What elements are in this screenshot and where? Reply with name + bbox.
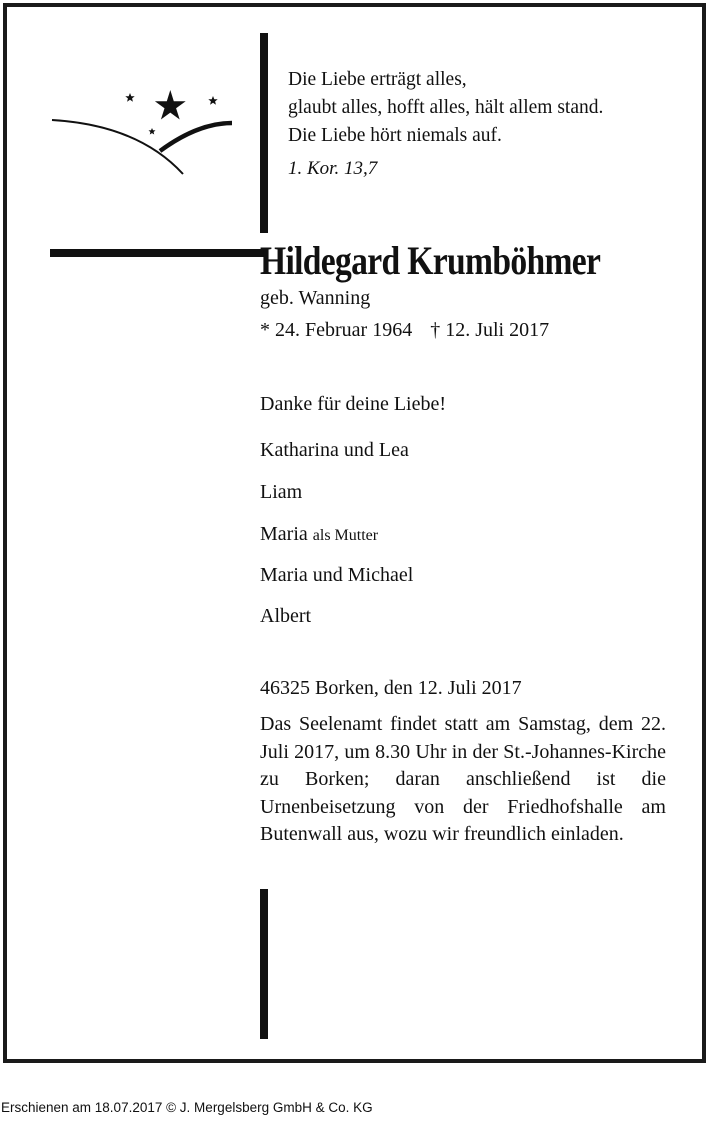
divider-bottom-vertical: [260, 889, 268, 1039]
mourner-name: Katharina und Lea: [260, 439, 409, 461]
mourner-name: Albert: [260, 605, 312, 627]
mourner-entry: [260, 481, 302, 504]
birth-date: * 24. Februar 1964: [260, 319, 413, 341]
small-star-bottom: [149, 128, 156, 135]
verse-line: Die Liebe erträgt alles,: [288, 69, 467, 90]
mourner-entry: [260, 523, 378, 546]
mourner-entry: [260, 605, 311, 628]
bible-verse: [288, 66, 603, 150]
life-dates: [260, 319, 549, 342]
mourner-note: als Mutter: [312, 527, 379, 544]
small-star-left: [125, 93, 134, 102]
place-date: 46325 Borken, den 12. Juli 2017: [260, 677, 522, 699]
birth-name: geb. Wanning: [260, 287, 371, 309]
mourner-entry: [260, 564, 413, 587]
hill-arc-right: [160, 123, 232, 151]
mourner-entry: [260, 439, 409, 462]
stars-hill-icon: [48, 85, 238, 180]
verse-reference: 1. Kor. 13,7: [288, 158, 378, 179]
service-announcement: Das Seelenamt findet statt am Samstag, dem 22. Juli 2017, um 8.30 Uhr in der St.-Johannes-Kirche zu Borken; daran anschließend ist die Urnenbeisetzung von der Friedhofshalle am Butenwall aus, wozu wir freundlich einladen.: [260, 713, 666, 845]
divider-top-vertical: [260, 33, 268, 233]
thanks-line: Danke für deine Liebe!: [260, 393, 447, 415]
mourner-name: Maria: [260, 523, 308, 545]
death-date: † 12. Juli 2017: [430, 319, 550, 341]
divider-horizontal: [50, 249, 267, 257]
deceased-name: Hildegard Krumböhmer: [260, 238, 601, 283]
mourner-name: Maria und Michael: [260, 564, 414, 586]
publication-footer: Erschienen am 18.07.2017 © J. Mergelsberg GmbH & Co. KG: [1, 1100, 373, 1115]
big-star: [155, 90, 186, 120]
verse-line: glaubt alles, hofft alles, hält allem stand.: [288, 97, 604, 118]
mourner-name: Liam: [260, 481, 303, 503]
small-star-right: [208, 96, 217, 105]
verse-line: Die Liebe hört niemals auf.: [288, 125, 502, 146]
